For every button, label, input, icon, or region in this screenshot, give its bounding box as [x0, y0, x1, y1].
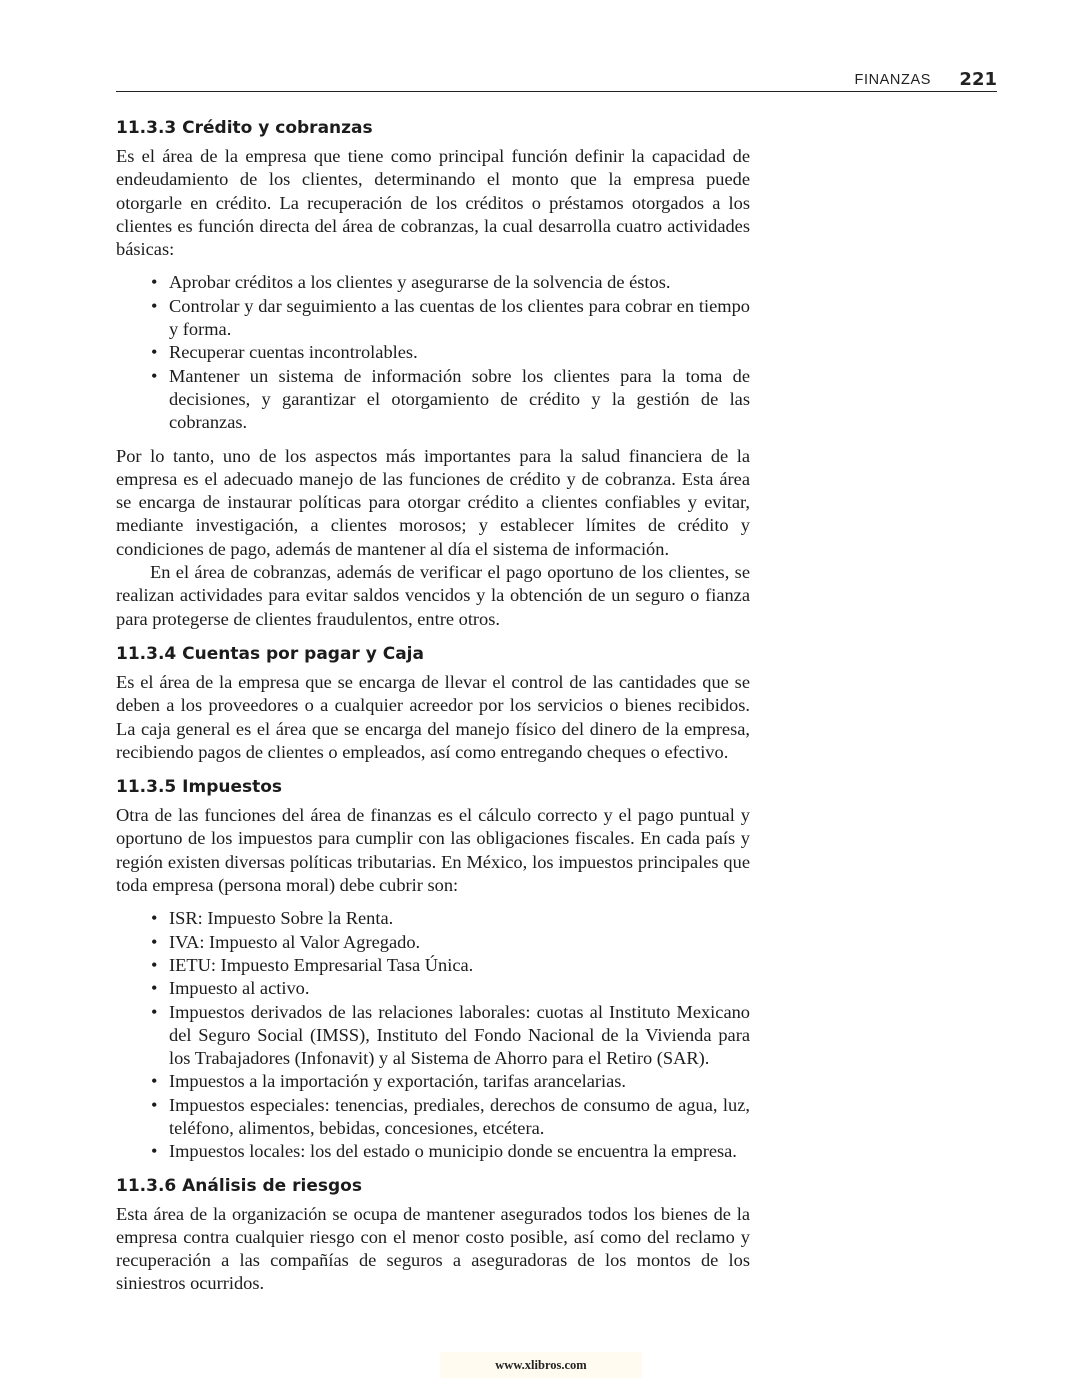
- paragraph: Es el área de la empresa que se encarga de llevar el control de las cantidades que se deben a los proveedores o a cualquier acreedor por los servicios o bienes recibidos. La caja general es el área que se encarga del manejo físico del dinero de la empresa, recibiendo pagos de clientes o empleados, así como entregando cheques o efectivo.: [116, 671, 750, 762]
- bullet-list: [116, 907, 750, 1163]
- list-item: • Aprobar créditos a los clientes y asegurarse de la solvencia de éstos.: [169, 271, 750, 294]
- paragraph: Otra de las funciones del área de finanzas es el cálculo correcto y el pago puntual y oportuno de los impuestos para cumplir con las obligaciones fiscales. En cada país y región existen diversas políticas tributarias. En México, los impuestos principales que toda empresa (persona moral) debe cubrir son:: [116, 805, 750, 896]
- list-item: • Controlar y dar seguimiento a las cuentas de los clientes para cobrar en tiempo y forma.: [169, 295, 750, 342]
- footer-watermark: [440, 1352, 642, 1378]
- section-impuestos: [116, 775, 750, 1163]
- list-item: • Impuestos especiales: tenencias, prediales, derechos de consumo de agua, luz, teléfono, alimentos, bebidas, concesiones, etcétera.: [169, 1094, 750, 1141]
- section-analisis-riesgos: [116, 1174, 750, 1296]
- section-heading: 11.3.4 Cuentas por pagar y Caja: [116, 643, 424, 664]
- list-item: • Impuestos derivados de las relaciones laborales: cuotas al Instituto Mexicano del Seguro Social (IMSS), Instituto del Fondo Nacional de la Vivienda para los Trabajadores (Infonavit) y al Sistema de Ahorro para el Retiro (SAR).: [169, 1001, 750, 1071]
- paragraph: Esta área de la organización se ocupa de mantener asegurados todos los bienes de la empresa contra cualquier riesgo con el menor costo posible, así como del reclamo y recuperación a las compañías de seguros a aseguradoras de los montos de los siniestros ocurridos.: [116, 1203, 750, 1294]
- page-number: 221: [959, 69, 997, 90]
- section-credito-cobranzas: [116, 116, 750, 631]
- paragraph: Es el área de la empresa que tiene como principal función definir la capacidad de endeudamiento de los clientes, determinando el monto que la empresa puede otorgarle en crédito. La recuperación de los créditos o préstamos otorgados a los clientes es función directa del área de cobranzas, la cual desarrolla cuatro actividades básicas:: [116, 146, 750, 260]
- paragraph: Por lo tanto, uno de los aspectos más importantes para la salud financiera de la empresa es el adecuado manejo de las funciones de crédito y de cobranza. Esta área se encarga de instaurar políticas para otorgar crédito a clientes confiables y evitar, mediante investigación, a clientes morosos; y establecer límites de crédito y condiciones de pago, además de mantener al día el sistema de información.: [116, 445, 750, 559]
- running-header: [116, 60, 997, 92]
- section-heading: 11.3.3 Crédito y cobranzas: [116, 118, 373, 138]
- list-item: • ISR: Impuesto Sobre la Renta.: [169, 907, 750, 930]
- list-item: • Impuestos locales: los del estado o municipio donde se encuentra la empresa.: [169, 1140, 750, 1163]
- section-heading: 11.3.6 Análisis de riesgos: [116, 1175, 362, 1196]
- list-item: • Impuestos a la importación y exportación, tarifas arancelarias.: [169, 1070, 750, 1093]
- list-item: • IVA: Impuesto al Valor Agregado.: [169, 931, 750, 954]
- page-body: [116, 116, 750, 1296]
- footer-url: www.xlibros.com: [495, 1358, 587, 1372]
- list-item: • Recuperar cuentas incontrolables.: [169, 341, 750, 364]
- section-heading: 11.3.5 Impuestos: [116, 777, 283, 798]
- list-item: • Impuesto al activo.: [169, 977, 750, 1000]
- bullet-list: [116, 271, 750, 434]
- section-cuentas-caja: [116, 642, 750, 764]
- list-item: • IETU: Impuesto Empresarial Tasa Única.: [169, 954, 750, 977]
- paragraph: En el área de cobranzas, además de verificar el pago oportuno de los clientes, se realizan actividades para evitar saldos vencidos y la obtención de un seguro o fianza para protegerse de clientes fraudulentos, entre otros.: [116, 562, 750, 629]
- list-item: • Mantener un sistema de información sobre los clientes para la toma de decisiones, y garantizar el otorgamiento de crédito y la gestión de las cobranzas.: [169, 365, 750, 435]
- running-title: FINANZAS: [854, 72, 931, 88]
